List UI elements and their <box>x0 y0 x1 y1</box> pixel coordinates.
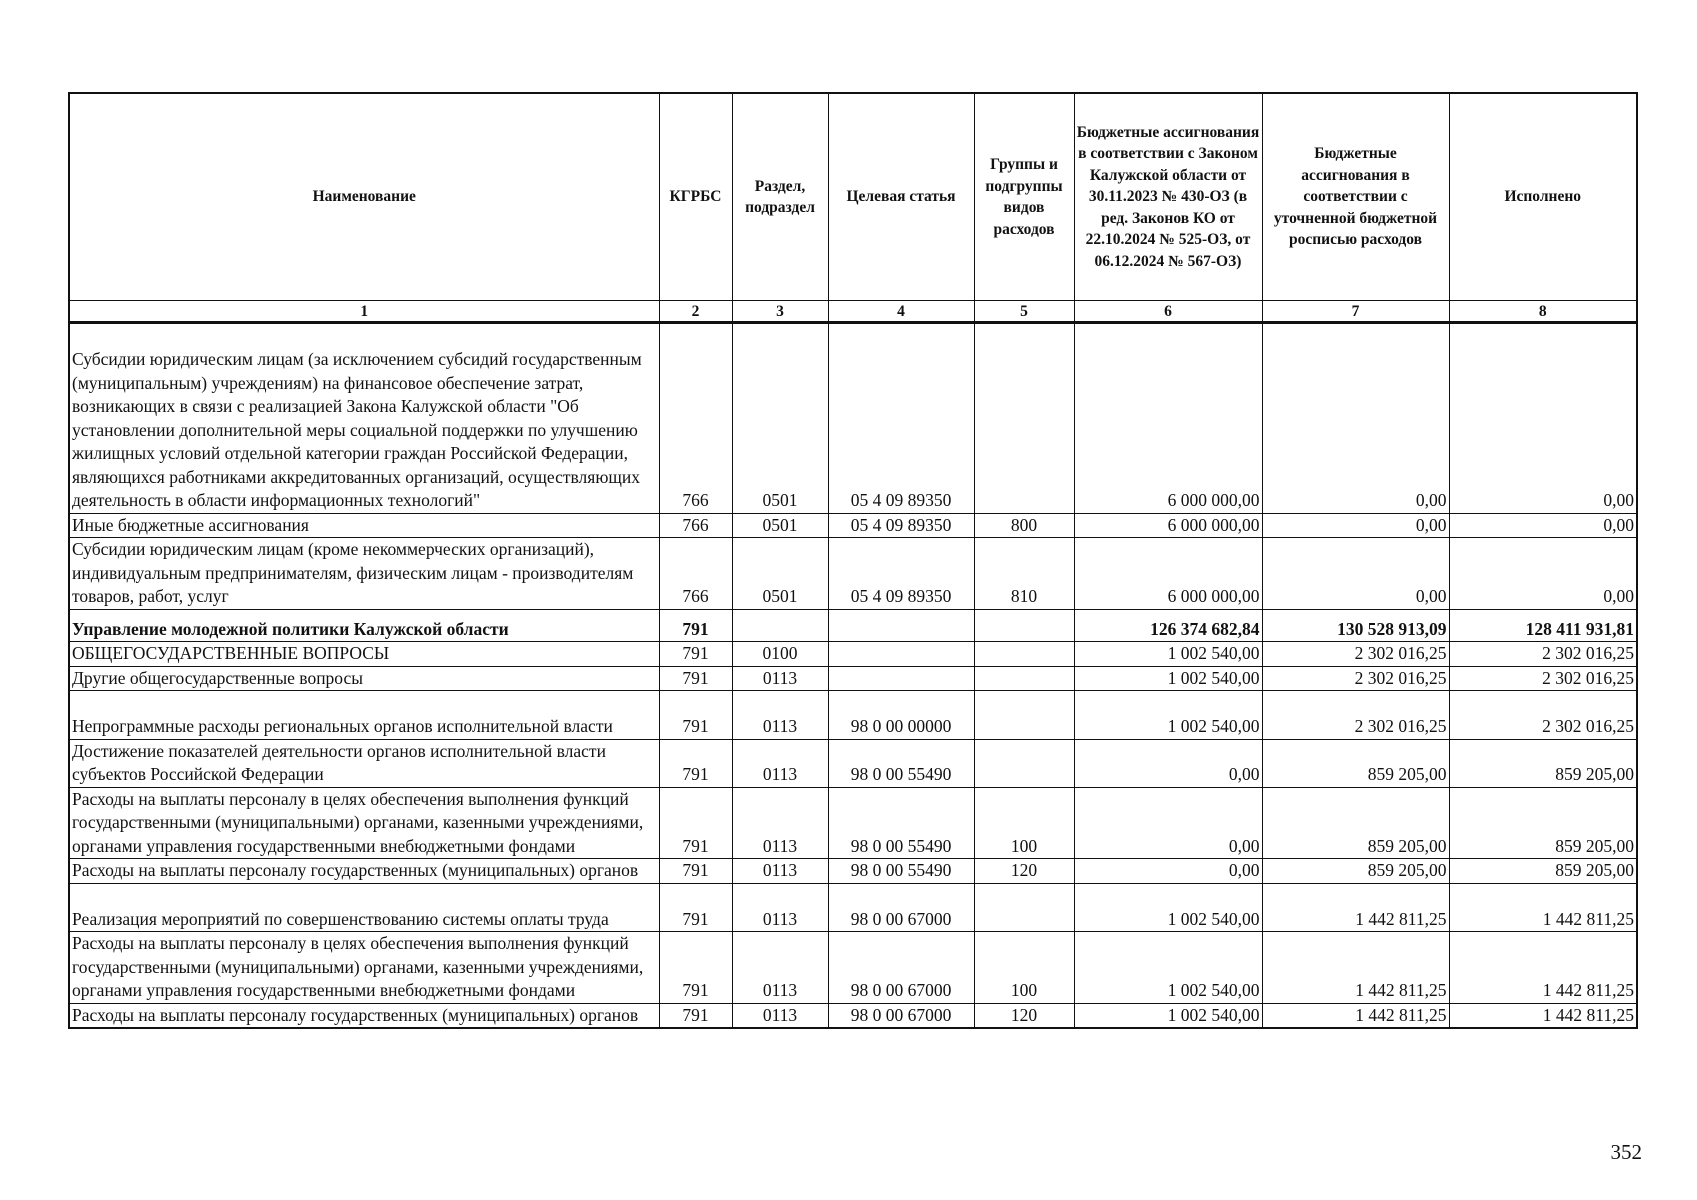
row-kgrbs: 791 <box>659 666 732 691</box>
row-target: 05 4 09 89350 <box>828 513 974 538</box>
row-target: 98 0 00 55490 <box>828 859 974 884</box>
row-target <box>828 609 974 642</box>
row-name: Достижение показателей деятельности органов исполнительной власти субъектов Российской Федерации <box>69 739 659 787</box>
header-law-appropriations: Бюджетные ассигнования в соответствии с Законом Калужской области от 30.11.2023 № 430-ОЗ (в ред. Законов КО от 22.10.2024 № 525-ОЗ, от 06.12.2024 № 567-ОЗ) <box>1074 93 1262 301</box>
row-name: Другие общегосударственные вопросы <box>69 666 659 691</box>
row-kgrbs: 791 <box>659 787 732 859</box>
row-section: 0113 <box>732 739 828 787</box>
row-kgrbs: 766 <box>659 513 732 538</box>
row-group: 100 <box>974 787 1074 859</box>
row-executed-amount: 1 442 811,25 <box>1449 932 1637 1004</box>
row-law-amount: 0,00 <box>1074 859 1262 884</box>
row-target: 98 0 00 67000 <box>828 932 974 1004</box>
row-law-amount: 6 000 000,00 <box>1074 323 1262 514</box>
table-row <box>69 859 1637 884</box>
row-law-amount: 1 002 540,00 <box>1074 666 1262 691</box>
row-law-amount: 1 002 540,00 <box>1074 691 1262 740</box>
row-section: 0113 <box>732 883 828 932</box>
header-row <box>69 93 1637 301</box>
row-name: Иные бюджетные ассигнования <box>69 513 659 538</box>
row-target: 05 4 09 89350 <box>828 538 974 610</box>
row-section: 0501 <box>732 323 828 514</box>
row-law-amount: 126 374 682,84 <box>1074 609 1262 642</box>
table-row <box>69 739 1637 787</box>
row-group: 100 <box>974 932 1074 1004</box>
row-executed-amount: 128 411 931,81 <box>1449 609 1637 642</box>
column-number: 2 <box>659 301 732 323</box>
header-name: Наименование <box>69 93 659 301</box>
row-kgrbs: 766 <box>659 538 732 610</box>
row-executed-amount: 859 205,00 <box>1449 859 1637 884</box>
row-section: 0113 <box>732 859 828 884</box>
row-law-amount: 1 002 540,00 <box>1074 1003 1262 1028</box>
row-kgrbs: 791 <box>659 1003 732 1028</box>
row-group: 800 <box>974 513 1074 538</box>
row-group <box>974 739 1074 787</box>
row-executed-amount: 2 302 016,25 <box>1449 691 1637 740</box>
row-executed-amount: 859 205,00 <box>1449 739 1637 787</box>
row-name: Реализация мероприятий по совершенствованию системы оплаты труда <box>69 883 659 932</box>
row-name: ОБЩЕГОСУДАРСТВЕННЫЕ ВОПРОСЫ <box>69 642 659 667</box>
column-number: 6 <box>1074 301 1262 323</box>
column-number: 8 <box>1449 301 1637 323</box>
row-kgrbs: 791 <box>659 609 732 642</box>
row-law-amount: 1 002 540,00 <box>1074 642 1262 667</box>
row-executed-amount: 2 302 016,25 <box>1449 666 1637 691</box>
row-target: 98 0 00 55490 <box>828 739 974 787</box>
row-section: 0113 <box>732 1003 828 1028</box>
table-row <box>69 513 1637 538</box>
column-number: 5 <box>974 301 1074 323</box>
row-section: 0113 <box>732 787 828 859</box>
row-section: 0100 <box>732 642 828 667</box>
row-kgrbs: 791 <box>659 859 732 884</box>
column-number: 3 <box>732 301 828 323</box>
row-refined-amount: 859 205,00 <box>1262 859 1449 884</box>
table-row-department <box>69 609 1637 642</box>
row-name: Расходы на выплаты персоналу в целях обеспечения выполнения функций государственными (муниципальными) органами, казенными учреждениями, органами управления государственными внебюджетными фондами <box>69 787 659 859</box>
budget-table <box>68 92 1638 1029</box>
table-row <box>69 666 1637 691</box>
row-executed-amount: 1 442 811,25 <box>1449 883 1637 932</box>
row-refined-amount: 1 442 811,25 <box>1262 932 1449 1004</box>
row-executed-amount: 859 205,00 <box>1449 787 1637 859</box>
row-name: Управление молодежной политики Калужской области <box>69 609 659 642</box>
row-group <box>974 642 1074 667</box>
row-name: Расходы на выплаты персоналу государственных (муниципальных) органов <box>69 859 659 884</box>
row-group <box>974 691 1074 740</box>
row-law-amount: 0,00 <box>1074 739 1262 787</box>
table-row <box>69 538 1637 610</box>
row-refined-amount: 1 442 811,25 <box>1262 883 1449 932</box>
row-law-amount: 6 000 000,00 <box>1074 538 1262 610</box>
row-target: 98 0 00 00000 <box>828 691 974 740</box>
row-law-amount: 1 002 540,00 <box>1074 883 1262 932</box>
row-target: 05 4 09 89350 <box>828 323 974 514</box>
column-number: 1 <box>69 301 659 323</box>
header-kgrbs: КГРБС <box>659 93 732 301</box>
row-target <box>828 642 974 667</box>
row-section: 0113 <box>732 666 828 691</box>
row-refined-amount: 0,00 <box>1262 323 1449 514</box>
table-row <box>69 642 1637 667</box>
column-number: 7 <box>1262 301 1449 323</box>
row-group: 120 <box>974 1003 1074 1028</box>
row-name: Субсидии юридическим лицам (за исключением субсидий государственным (муниципальным) учреждениям) на финансовое обеспечение затрат, возникающих в связи с реализацией Закона Калужской области "Об установлении дополнительной меры социальной поддержки по улучшению жилищных условий отдельной категории граждан Российской Федерации, являющихся работниками аккредитованных организаций, осуществляющих деятельность в области информационных технологий" <box>69 323 659 514</box>
row-target: 98 0 00 67000 <box>828 883 974 932</box>
row-section: 0113 <box>732 691 828 740</box>
row-law-amount: 6 000 000,00 <box>1074 513 1262 538</box>
row-group: 810 <box>974 538 1074 610</box>
column-number: 4 <box>828 301 974 323</box>
row-group <box>974 666 1074 691</box>
row-group <box>974 883 1074 932</box>
row-executed-amount: 0,00 <box>1449 513 1637 538</box>
row-group <box>974 609 1074 642</box>
row-target <box>828 666 974 691</box>
row-law-amount: 0,00 <box>1074 787 1262 859</box>
row-refined-amount: 0,00 <box>1262 538 1449 610</box>
row-refined-amount: 859 205,00 <box>1262 739 1449 787</box>
row-refined-amount: 0,00 <box>1262 513 1449 538</box>
header-target: Целевая статья <box>828 93 974 301</box>
page-number: 352 <box>1610 1140 1642 1164</box>
column-number-row <box>69 301 1637 323</box>
table-row <box>69 323 1637 514</box>
table-row <box>69 932 1637 1004</box>
row-name: Расходы на выплаты персоналу в целях обеспечения выполнения функций государственными (муниципальными) органами, казенными учреждениями, органами управления государственными внебюджетными фондами <box>69 932 659 1004</box>
row-target: 98 0 00 67000 <box>828 1003 974 1028</box>
row-target: 98 0 00 55490 <box>828 787 974 859</box>
header-executed: Исполнено <box>1449 93 1637 301</box>
row-name: Непрограммные расходы региональных органов исполнительной власти <box>69 691 659 740</box>
row-kgrbs: 791 <box>659 642 732 667</box>
row-executed-amount: 2 302 016,25 <box>1449 642 1637 667</box>
row-section: 0501 <box>732 513 828 538</box>
row-group: 120 <box>974 859 1074 884</box>
header-group: Группы и подгруппы видов расходов <box>974 93 1074 301</box>
row-section: 0501 <box>732 538 828 610</box>
row-executed-amount: 0,00 <box>1449 538 1637 610</box>
budget-table-sheet <box>68 92 1636 1029</box>
row-refined-amount: 2 302 016,25 <box>1262 691 1449 740</box>
row-kgrbs: 791 <box>659 932 732 1004</box>
row-refined-amount: 2 302 016,25 <box>1262 666 1449 691</box>
header-section: Раздел, подраздел <box>732 93 828 301</box>
row-executed-amount: 1 442 811,25 <box>1449 1003 1637 1028</box>
row-kgrbs: 791 <box>659 883 732 932</box>
row-section: 0113 <box>732 932 828 1004</box>
row-executed-amount: 0,00 <box>1449 323 1637 514</box>
header-refined-appropriations: Бюджетные ассигнования в соответствии с уточненной бюджетной росписью расходов <box>1262 93 1449 301</box>
row-law-amount: 1 002 540,00 <box>1074 932 1262 1004</box>
row-name: Расходы на выплаты персоналу государственных (муниципальных) органов <box>69 1003 659 1028</box>
table-row <box>69 883 1637 932</box>
table-row <box>69 787 1637 859</box>
row-section <box>732 609 828 642</box>
row-refined-amount: 2 302 016,25 <box>1262 642 1449 667</box>
table-row <box>69 691 1637 740</box>
row-refined-amount: 130 528 913,09 <box>1262 609 1449 642</box>
row-refined-amount: 859 205,00 <box>1262 787 1449 859</box>
row-refined-amount: 1 442 811,25 <box>1262 1003 1449 1028</box>
table-row <box>69 1003 1637 1028</box>
row-group <box>974 323 1074 514</box>
row-kgrbs: 766 <box>659 323 732 514</box>
row-kgrbs: 791 <box>659 739 732 787</box>
row-name: Субсидии юридическим лицам (кроме некоммерческих организаций), индивидуальным предпринимателям, физическим лицам - производителям товаров, работ, услуг <box>69 538 659 610</box>
row-kgrbs: 791 <box>659 691 732 740</box>
